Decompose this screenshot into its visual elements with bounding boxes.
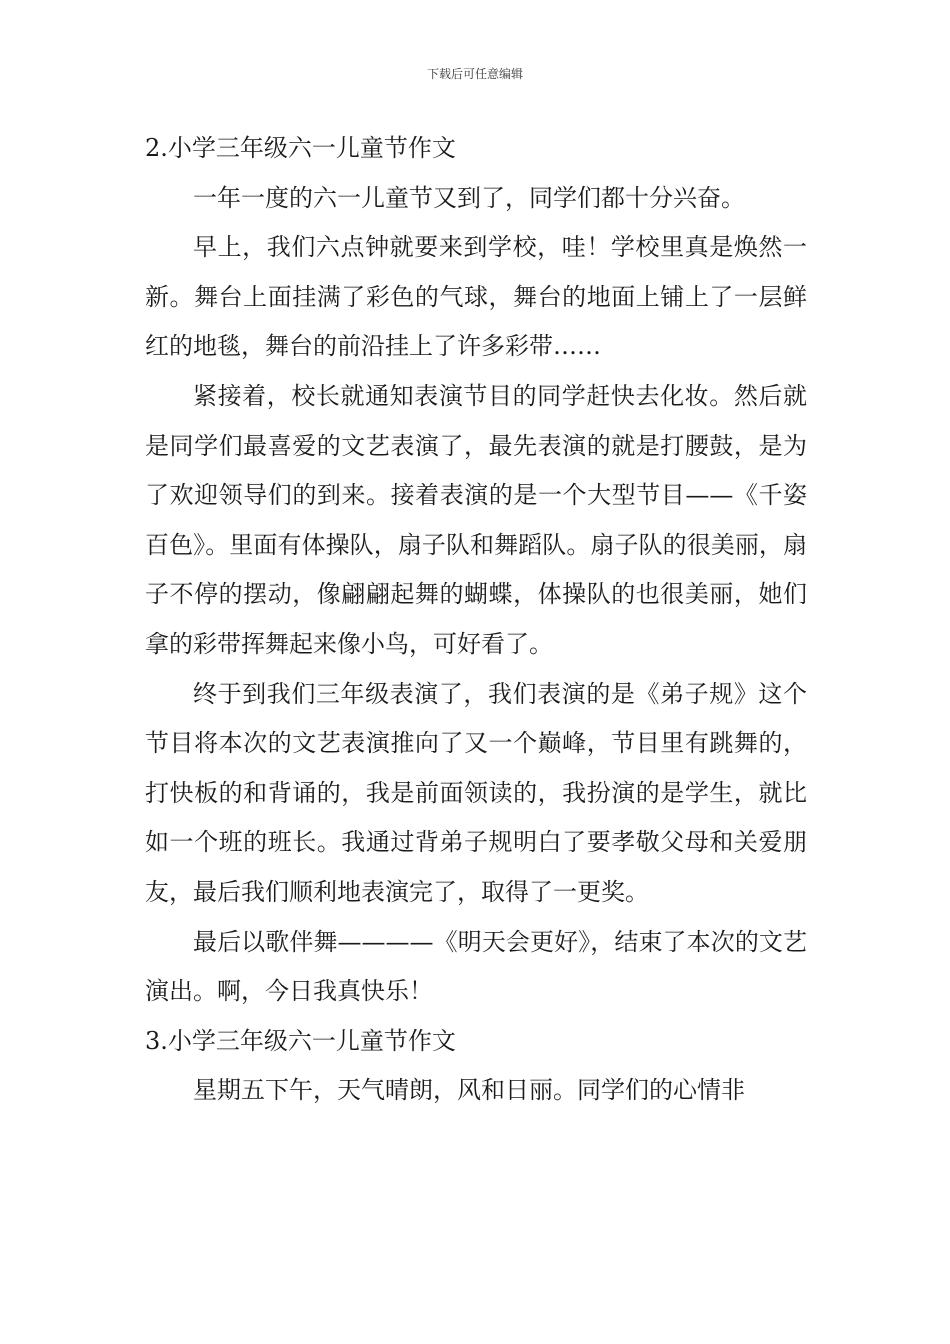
- paragraph: 星期五下午，天气晴朗，风和日丽。同学们的心情非: [193, 1076, 745, 1105]
- section-heading: 2.小学三年级六一儿童节作文: [145, 134, 456, 162]
- page-header: 下载后可任意编辑: [426, 67, 523, 81]
- paragraph: 紧接着，校长就通知表演节目的同学赶快去化妆。然后就是同学们最喜爱的文艺表演了，最先表演的就是打腰鼓，是为了欢迎领导们的到来。接着表演的是一个大型节目——《千姿百色》。里面有体操队，扇子队和舞蹈队。扇子队的很美丽，扇子不停的摆动，像翩翩起舞的蝴蝶，体操队的也很美丽，她们拿的彩带挥舞起来像小鸟，可好看了。: [145, 381, 807, 658]
- document-body: [145, 124, 807, 1116]
- paragraph: 一年一度的六一儿童节又到了，同学们都十分兴奋。: [193, 183, 745, 212]
- paragraph: 早上，我们六点钟就要来到学校，哇！学校里真是焕然一新。舞台上面挂满了彩色的气球，舞台的地面上铺上了一层鲜红的地毯，舞台的前沿挂上了许多彩带……: [145, 233, 807, 361]
- section-heading: 3.小学三年级六一儿童节作文: [145, 1026, 456, 1055]
- paragraph: 终于到我们三年级表演了，我们表演的是《弟子规》这个节目将本次的文艺表演推向了又一个巅峰，节目里有跳舞的，打快板的和背诵的，我是前面领读的，我扮演的是学生，就比如一个班的班长。我通过背弟子规明白了要孝敬父母和关爱朋友，最后我们顺利地表演完了，取得了一更奖。: [145, 679, 807, 906]
- paragraph: 最后以歌伴舞————《明天会更好》，结束了本次的文艺演出。啊，今日我真快乐！: [145, 927, 807, 1006]
